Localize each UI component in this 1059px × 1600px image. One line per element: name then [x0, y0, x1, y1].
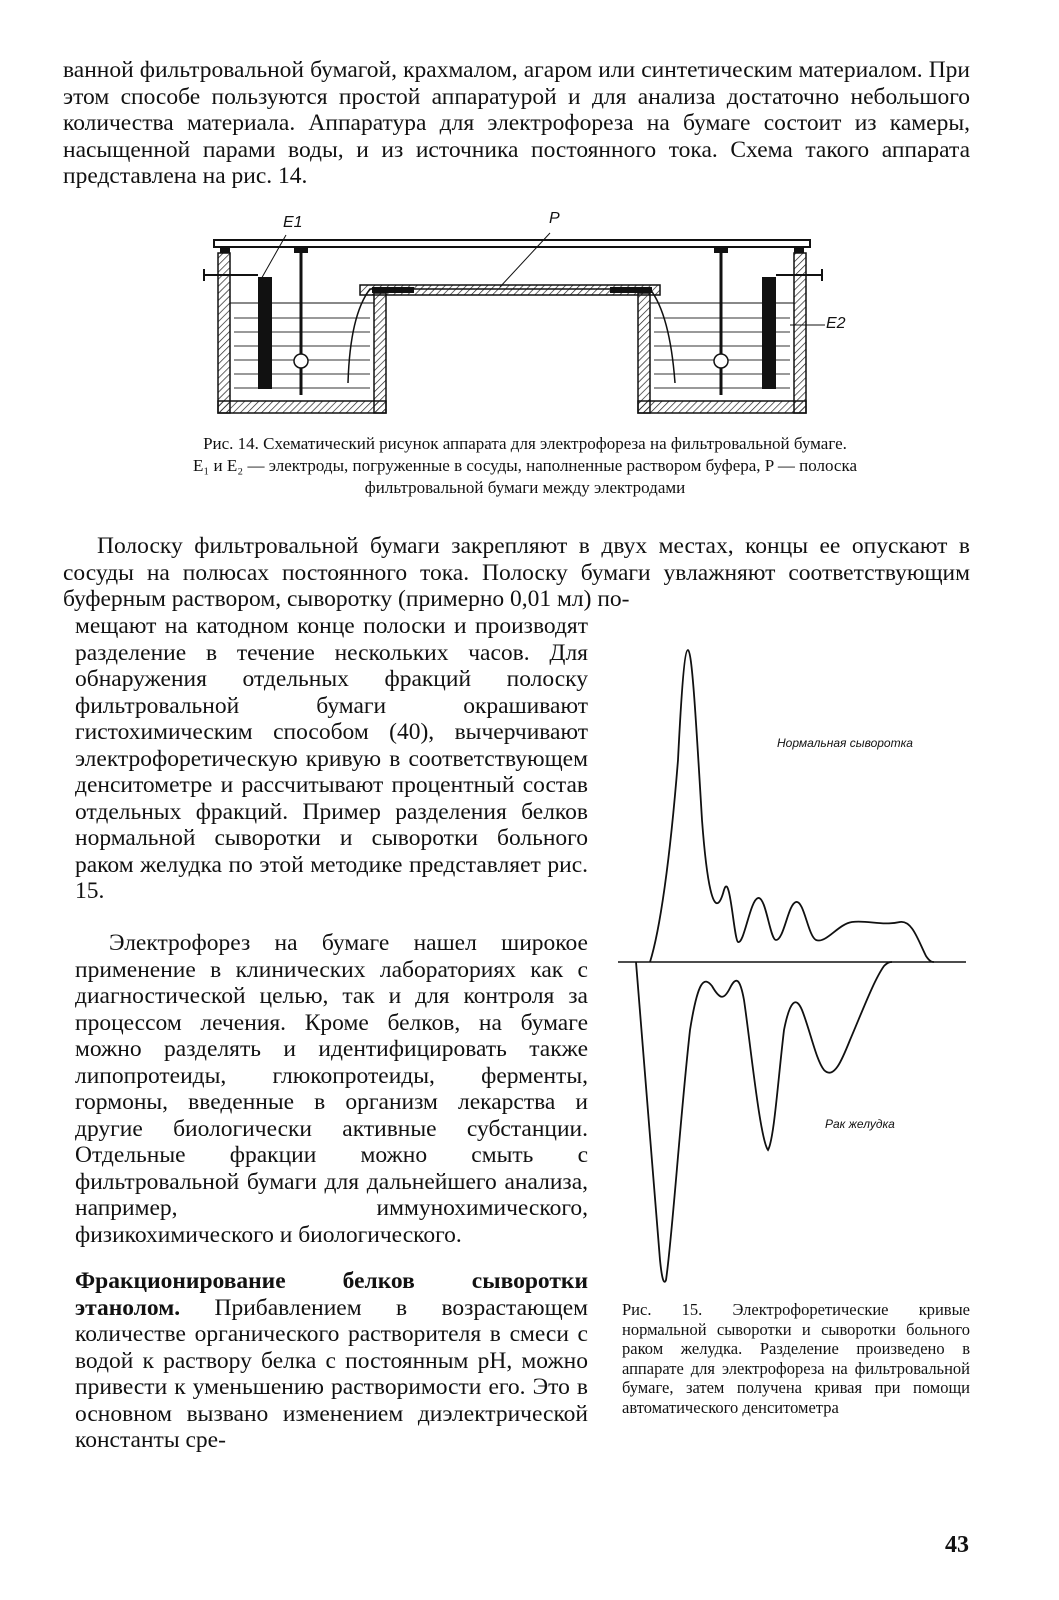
paragraph-paper-strip-continued: мещают на катодном конце полоски и производят разделение в течение нескольких часов. Для обнаружения отдельных фракций полоску фильтровальной бумаги окрашивают гистохимическим способом (40), вычерчивают электрофоретическую кривую в соответствующем денситометре и рассчитывают процентный состав отдельных фракций. Пример разделения белков нормальной сыворотки и сыворотки больного раком желудка по этой методике представляет рис. 15. [75, 613, 588, 904]
paragraph-clinical-use: Электрофорез на бумаге нашел широкое применение в клинических лабораториях как с диагностической целью, так и для контроля за процессом лечения. Кроме белков, на бумаге можно разделять и идентифицировать также липопротеиды, глюкопротеиды, ферменты, гормоны, введенные в организм лекарства и другие биологически активные субстанции. Отдельные фракции можно смыть с фильтровальной бумаги для дальнейшего анализа, например, иммунохимического, физикохимического и биологического. [75, 930, 588, 1248]
figure-14-label-p: P [549, 210, 560, 227]
paragraph-intro: ванной фильтровальной бумагой, крахмалом, агаром или синтетическим материалом. При этом способе пользуются простой аппаратурой и для анализа достаточно небольшого количества материала. Аппаратура для электрофореза на бумаге состоит из камеры, насыщенной парами воды, и из источника постоянного тока. Схема такого аппарата представлена на рис. 14. [63, 57, 970, 189]
paragraph-ethanol-fractionation [75, 1268, 588, 1454]
figure-15-label-cancer: Рак желудка [825, 1117, 895, 1131]
normal-serum-curve [650, 650, 934, 962]
paragraph-paper-strip: Полоску фильтровальной бумаги закрепляют в двух местах, концы ее опускают в сосуды на полюсах постоянного тока. Полоску бумаги увлажняют соответствующим буферным раствором, сыворотку (примерно 0,01 мл) по- [63, 533, 970, 612]
figure-14-caption-line2: E₁ и E₂ — электроды, погруженные в сосуды, наполненные раствором буфера, P — полоска [193, 456, 857, 475]
paragraph-ethanol-text: Прибавлением в возрастающем количестве органического растворителя в смеси с водой к раствору белка с постоянным pH, можно привести к уменьшению растворимости его. Это в основном вызвано изменением диэлектрической константы сре- [75, 1294, 588, 1453]
figure-14-label-e2: E2 [826, 315, 846, 332]
figure-14-apparatus-diagram [200, 205, 840, 425]
figure-14-label-e1: E1 [283, 214, 303, 231]
page-number: 43 [945, 1532, 969, 1558]
figure-15-label-normal: Нормальная сыворотка [777, 736, 913, 750]
section-heading: Фракционирование белков сыворотки этанолом. [75, 1268, 588, 1321]
figure-15-caption: Рис. 15. Электрофоретические кривые нормальной сыворотки и сыворотки больного раком желудка. Разделение произведено в аппарате для электрофореза на фильтровальной бумаге, затем получена кривая при помощи автоматического денситометра [622, 1300, 970, 1417]
figure-14-caption-line3: фильтровальной бумаги между электродами [364, 478, 686, 497]
figure-14-caption-line1: Рис. 14. Схематический рисунок аппарата для электрофореза на фильтровальной бумаге. [203, 434, 847, 453]
